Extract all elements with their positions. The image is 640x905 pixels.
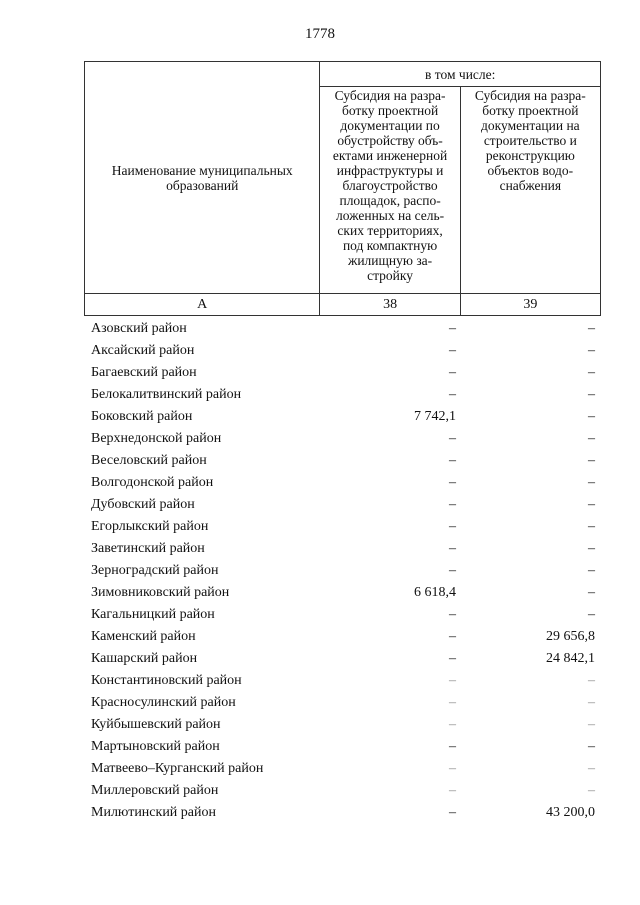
column-header-39 [460, 87, 600, 294]
column-header-38 [320, 87, 460, 294]
row-value-39: – [588, 563, 595, 578]
row-value-38: – [449, 365, 456, 380]
row-value-38: – [449, 431, 456, 446]
column-header-39-text: Субсидия на разра- ботку проектной документации на строительство и реконструкцию объектов водо- снабжения [474, 88, 586, 193]
row-municipality-name: Красносулинский район [91, 695, 236, 710]
row-municipality-name: Кагальницкий район [91, 607, 215, 622]
row-value-38: – [449, 519, 456, 534]
table-row [84, 428, 601, 450]
row-value-38: – [449, 387, 456, 402]
row-value-39: – [588, 475, 595, 490]
table-row [84, 670, 601, 692]
row-value-38: – [449, 761, 456, 776]
row-value-38: – [449, 739, 456, 754]
column-header-name [85, 62, 320, 294]
row-value-38: – [449, 805, 456, 820]
column-code-39: 39 [460, 294, 600, 316]
row-value-39: – [588, 365, 595, 380]
row-value-38: – [449, 717, 456, 732]
row-value-38: 6 618,4 [414, 585, 456, 600]
table-header [84, 61, 601, 316]
row-value-38: – [449, 695, 456, 710]
row-value-39: – [588, 585, 595, 600]
row-value-39: – [588, 695, 595, 710]
row-value-39: 43 200,0 [546, 805, 595, 820]
column-header-name-text: Наименование муниципальных образований [111, 162, 293, 193]
row-municipality-name: Багаевский район [91, 365, 197, 380]
row-municipality-name: Дубовский район [91, 497, 195, 512]
row-value-38: – [449, 343, 456, 358]
table-row [84, 406, 601, 428]
row-municipality-name: Волгодонской район [91, 475, 214, 490]
table-row [84, 648, 601, 670]
row-municipality-name: Зимовниковский район [91, 585, 230, 600]
row-value-38: – [449, 475, 456, 490]
table-row [84, 494, 601, 516]
row-municipality-name: Зерноградский район [91, 563, 219, 578]
row-municipality-name: Константиновский район [91, 673, 242, 688]
table-row [84, 516, 601, 538]
row-value-39: – [588, 431, 595, 446]
table-row [84, 384, 601, 406]
table-row [84, 450, 601, 472]
row-value-39: – [588, 321, 595, 336]
row-value-38: – [449, 453, 456, 468]
row-municipality-name: Егорлыкский район [91, 519, 209, 534]
row-value-38: – [449, 497, 456, 512]
row-value-39: – [588, 453, 595, 468]
row-municipality-name: Каменский район [91, 629, 196, 644]
row-value-39: – [588, 717, 595, 732]
row-value-38: – [449, 673, 456, 688]
row-municipality-name: Мартыновский район [91, 739, 220, 754]
table-row [84, 362, 601, 384]
column-header-38-text: Субсидия на разра- ботку проектной документации по обустройству объ- ектами инженерной инфраструктуры и благоустройство площадок, распо- ложенных на сель- ских территориях, под компактную жилищную за- стройку [332, 88, 448, 283]
column-code-38: 38 [320, 294, 460, 316]
table-row [84, 340, 601, 362]
table-row [84, 692, 601, 714]
row-value-39: – [588, 387, 595, 402]
row-value-38: – [449, 563, 456, 578]
table-row [84, 736, 601, 758]
row-municipality-name: Верхнедонской район [91, 431, 222, 446]
table-row [84, 560, 601, 582]
row-value-39: – [588, 607, 595, 622]
row-value-39: – [588, 409, 595, 424]
table-row [84, 604, 601, 626]
column-code-name: А [85, 294, 320, 316]
row-municipality-name: Боковский район [91, 409, 193, 424]
row-municipality-name: Заветинский район [91, 541, 205, 556]
row-municipality-name: Миллеровский район [91, 783, 219, 798]
row-value-39: – [588, 497, 595, 512]
row-value-39: – [588, 783, 595, 798]
row-municipality-name: Аксайский район [91, 343, 195, 358]
row-municipality-name: Азовский район [91, 321, 187, 336]
row-value-39: – [588, 519, 595, 534]
row-municipality-name: Куйбышевский район [91, 717, 221, 732]
row-municipality-name: Белокалитвинский район [91, 387, 242, 402]
row-value-38: – [449, 607, 456, 622]
row-value-39: 24 842,1 [546, 651, 595, 666]
row-municipality-name: Веселовский район [91, 453, 207, 468]
table-row [84, 780, 601, 802]
table-row [84, 626, 601, 648]
column-header-including: в том числе: [320, 62, 601, 87]
table-row [84, 318, 601, 340]
row-municipality-name: Кашарский район [91, 651, 198, 666]
row-value-39: – [588, 761, 595, 776]
row-value-38: – [449, 541, 456, 556]
table-row [84, 538, 601, 560]
table-row [84, 582, 601, 604]
row-value-39: – [588, 541, 595, 556]
row-value-39: – [588, 343, 595, 358]
row-value-39: 29 656,8 [546, 629, 595, 644]
row-value-38: – [449, 783, 456, 798]
row-value-38: – [449, 321, 456, 336]
table-row [84, 758, 601, 780]
table-row [84, 714, 601, 736]
row-value-39: – [588, 673, 595, 688]
data-rows [84, 318, 601, 824]
page-number: 1778 [305, 26, 335, 42]
row-value-39: – [588, 739, 595, 754]
row-municipality-name: Милютинский район [91, 805, 217, 820]
row-value-38: 7 742,1 [414, 409, 456, 424]
table-row [84, 472, 601, 494]
row-value-38: – [449, 651, 456, 666]
table-row [84, 802, 601, 824]
row-municipality-name: Матвеево–Курганский район [91, 761, 264, 776]
row-value-38: – [449, 629, 456, 644]
